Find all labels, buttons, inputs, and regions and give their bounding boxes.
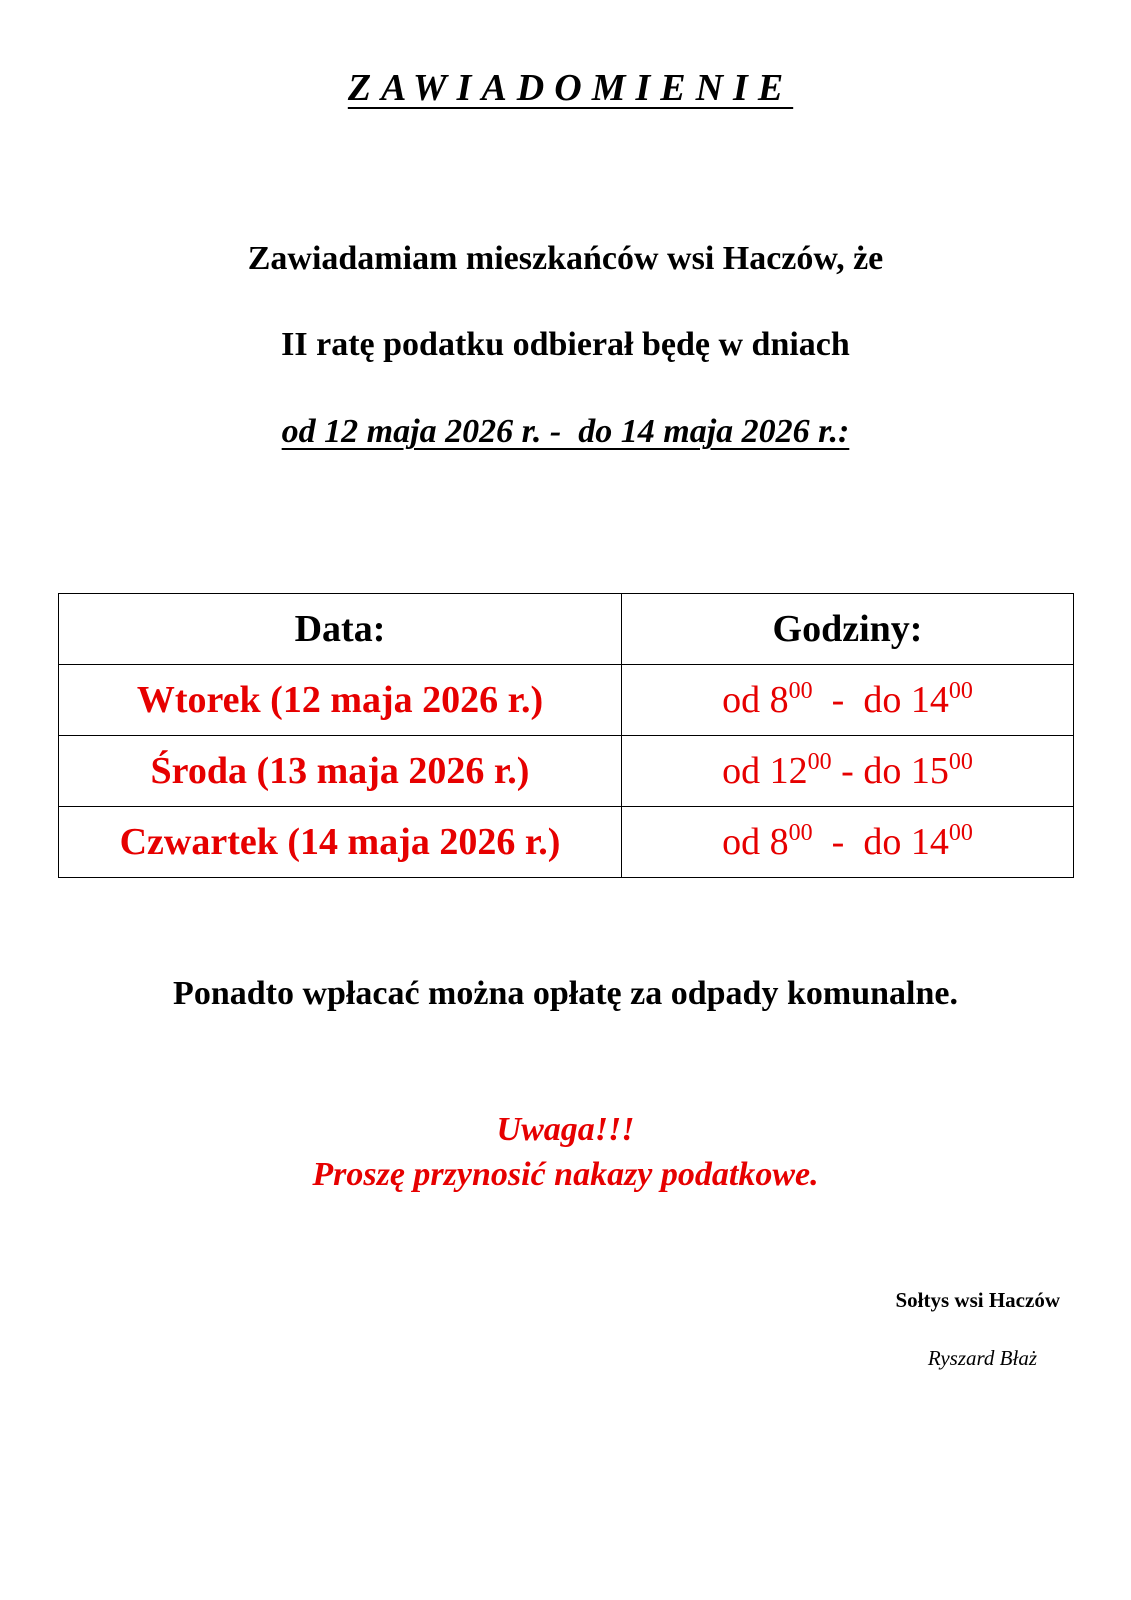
to-hour: 14	[910, 821, 949, 863]
range-separator: - do	[831, 750, 911, 792]
hours-text	[722, 750, 973, 792]
warning-heading: Uwaga!!!	[496, 1111, 635, 1148]
day-cell: Wtorek (12 maja 2026 r.)	[59, 665, 622, 736]
from-prefix: od	[722, 750, 770, 792]
schedule-table	[58, 593, 1074, 878]
range-separator: - do	[812, 821, 911, 863]
from-minutes: 00	[807, 749, 832, 775]
to-minutes: 00	[948, 749, 973, 775]
intro-line-2: II ratę podatku odbierał będę w dniach	[281, 326, 850, 363]
table-header-row	[59, 594, 1074, 665]
hours-cell	[622, 807, 1074, 878]
from-hour: 8	[769, 679, 789, 721]
header-date: Data:	[59, 594, 622, 665]
from-hour: 12	[769, 750, 808, 792]
from-prefix: od	[722, 821, 770, 863]
from-minutes: 00	[788, 678, 813, 704]
table-row	[59, 807, 1074, 878]
from-minutes: 00	[788, 820, 813, 846]
document-title	[0, 66, 1131, 110]
table-row	[59, 736, 1074, 807]
to-hour: 15	[910, 750, 949, 792]
to-minutes: 00	[948, 678, 973, 704]
document-title-text: ZAWIADOMIENIE	[347, 67, 794, 109]
table-row	[59, 665, 1074, 736]
from-hour: 8	[769, 821, 789, 863]
to-hour: 14	[910, 679, 949, 721]
hours-text	[722, 679, 973, 721]
signature-name: Ryszard Błaż	[927, 1346, 1037, 1370]
day-cell: Czwartek (14 maja 2026 r.)	[59, 807, 622, 878]
header-hours: Godziny:	[622, 594, 1074, 665]
intro-line-1: Zawiadamiam mieszkańców wsi Haczów, że	[247, 240, 884, 277]
intro-date-range: od 12 maja 2026 r. - do 14 maja 2026 r.:	[281, 413, 850, 450]
hours-cell	[622, 736, 1074, 807]
hours-cell	[622, 665, 1074, 736]
extra-info: Ponadto wpłacać można opłatę za odpady komunalne.	[173, 975, 958, 1012]
warning-text: Proszę przynosić nakazy podatkowe.	[312, 1156, 819, 1193]
range-separator: - do	[812, 679, 911, 721]
hours-text	[722, 821, 973, 863]
to-minutes: 00	[948, 820, 973, 846]
day-cell: Środa (13 maja 2026 r.)	[59, 736, 622, 807]
from-prefix: od	[722, 679, 770, 721]
signature-role: Sołtys wsi Haczów	[895, 1288, 1060, 1312]
